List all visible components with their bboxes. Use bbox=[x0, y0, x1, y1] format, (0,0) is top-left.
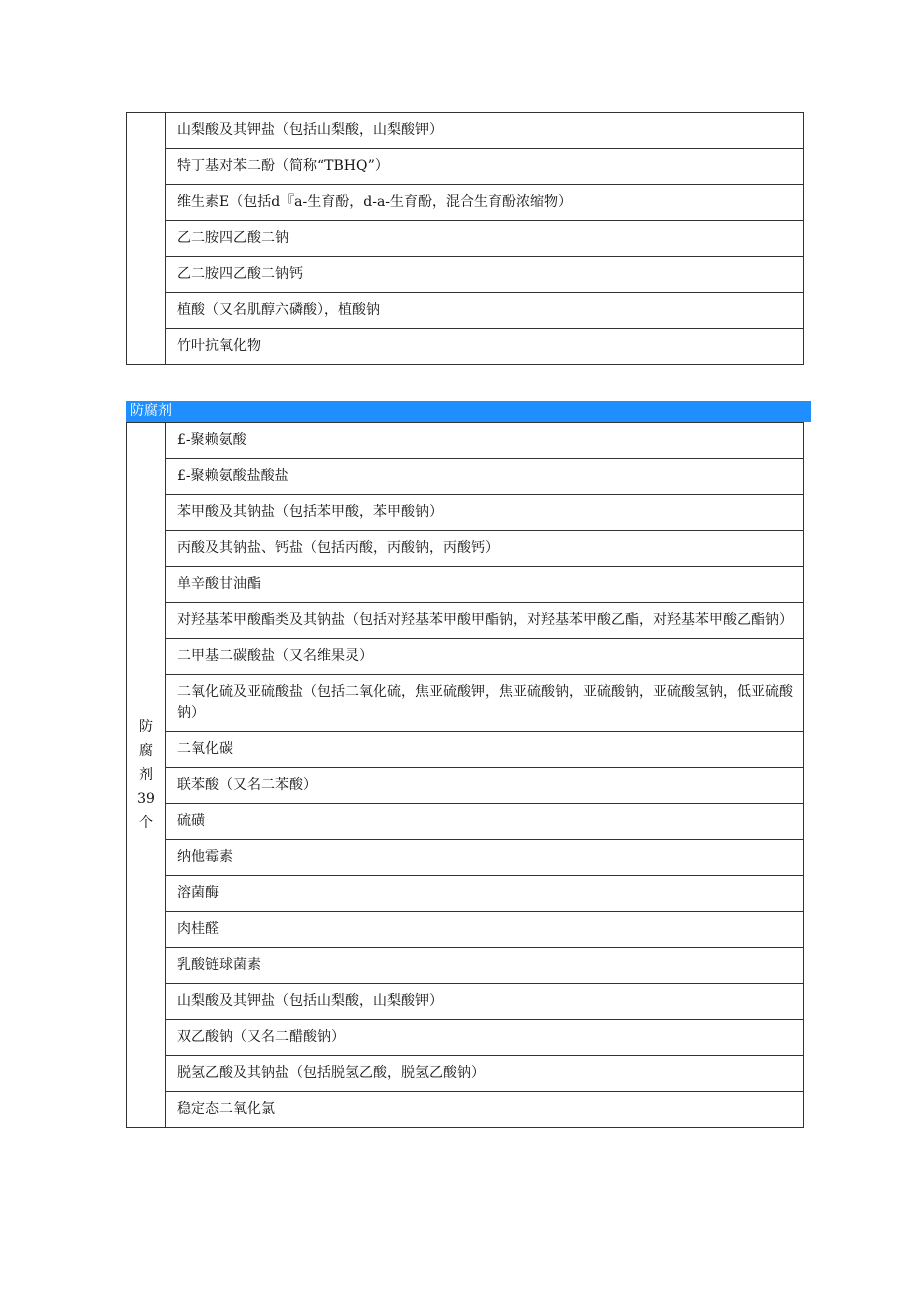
table-cell: 联苯酸（又名二苯酸） bbox=[166, 768, 804, 804]
table-cell: 竹叶抗氧化物 bbox=[166, 329, 804, 365]
table-cell: 乙二胺四乙酸二钠钙 bbox=[166, 257, 804, 293]
table-row bbox=[127, 948, 804, 984]
antioxidant-table-continued bbox=[126, 112, 804, 365]
table-row bbox=[127, 1092, 804, 1128]
table-row bbox=[127, 567, 804, 603]
table-row bbox=[127, 804, 804, 840]
table-cell: 肉桂醛 bbox=[166, 912, 804, 948]
table-row bbox=[127, 639, 804, 675]
table-row bbox=[127, 221, 804, 257]
table-row bbox=[127, 840, 804, 876]
category-cell-empty bbox=[127, 113, 166, 365]
table-cell: 脱氢乙酸及其钠盐（包括脱氢乙酸，脱氢乙酸钠） bbox=[166, 1056, 804, 1092]
table-cell: 山梨酸及其钾盐（包括山梨酸，山梨酸钾） bbox=[166, 984, 804, 1020]
table-cell: 二氧化碳 bbox=[166, 732, 804, 768]
table-row bbox=[127, 329, 804, 365]
table-row bbox=[127, 603, 804, 639]
table-row bbox=[127, 912, 804, 948]
table-row bbox=[127, 459, 804, 495]
table-row bbox=[127, 1020, 804, 1056]
preservatives-table bbox=[126, 422, 804, 1128]
table-row bbox=[127, 984, 804, 1020]
table-row bbox=[127, 675, 804, 732]
table-cell: 植酸（又名肌醇六磷酸），植酸钠 bbox=[166, 293, 804, 329]
table-row bbox=[127, 185, 804, 221]
category-label: 防腐剂39个 bbox=[137, 719, 155, 831]
table-cell: 稳定态二氧化氯 bbox=[166, 1092, 804, 1128]
table-cell: 特丁基对苯二酚（简称“TBHQ”） bbox=[166, 149, 804, 185]
table-cell: 溶菌酶 bbox=[166, 876, 804, 912]
table-row bbox=[127, 293, 804, 329]
table-row bbox=[127, 732, 804, 768]
table-cell: 双乙酸钠（又名二醋酸钠） bbox=[166, 1020, 804, 1056]
table-row bbox=[127, 113, 804, 149]
table-cell: 对羟基苯甲酸酯类及其钠盐（包括对羟基苯甲酸甲酯钠，对羟基苯甲酸乙酯，对羟基苯甲酸乙酯钠） bbox=[166, 603, 804, 639]
table-cell: 维生素E（包括d『a-生育酚，d-a-生育酚，混合生育酚浓缩物） bbox=[166, 185, 804, 221]
table-row bbox=[127, 495, 804, 531]
table-cell: 硫磺 bbox=[166, 804, 804, 840]
table-cell: 山梨酸及其钾盐（包括山梨酸，山梨酸钾） bbox=[166, 113, 804, 149]
table-cell: £-聚赖氨酸 bbox=[166, 423, 804, 459]
table-row bbox=[127, 876, 804, 912]
table-cell: 单辛酸甘油酯 bbox=[166, 567, 804, 603]
table-cell: 纳他霉素 bbox=[166, 840, 804, 876]
table-row bbox=[127, 257, 804, 293]
table-cell: 苯甲酸及其钠盐（包括苯甲酸，苯甲酸钠） bbox=[166, 495, 804, 531]
table-cell: 二甲基二碳酸盐（又名维果灵） bbox=[166, 639, 804, 675]
table-row bbox=[127, 149, 804, 185]
table-row bbox=[127, 423, 804, 459]
table-cell: 乙二胺四乙酸二钠 bbox=[166, 221, 804, 257]
category-cell bbox=[127, 423, 166, 1128]
table-row bbox=[127, 768, 804, 804]
table-cell: 二氧化硫及亚硫酸盐（包括二氧化硫，焦亚硫酸钾，焦亚硫酸钠，亚硫酸钠，亚硫酸氢钠，低亚硫酸钠） bbox=[166, 675, 804, 732]
table-row bbox=[127, 531, 804, 567]
table-cell: £-聚赖氨酸盐酸盐 bbox=[166, 459, 804, 495]
table-cell: 乳酸链球菌素 bbox=[166, 948, 804, 984]
table-row bbox=[127, 1056, 804, 1092]
section-header-preservatives: 防腐剂 bbox=[126, 401, 811, 422]
table-cell: 丙酸及其钠盐、钙盐（包括丙酸，丙酸钠，丙酸钙） bbox=[166, 531, 804, 567]
